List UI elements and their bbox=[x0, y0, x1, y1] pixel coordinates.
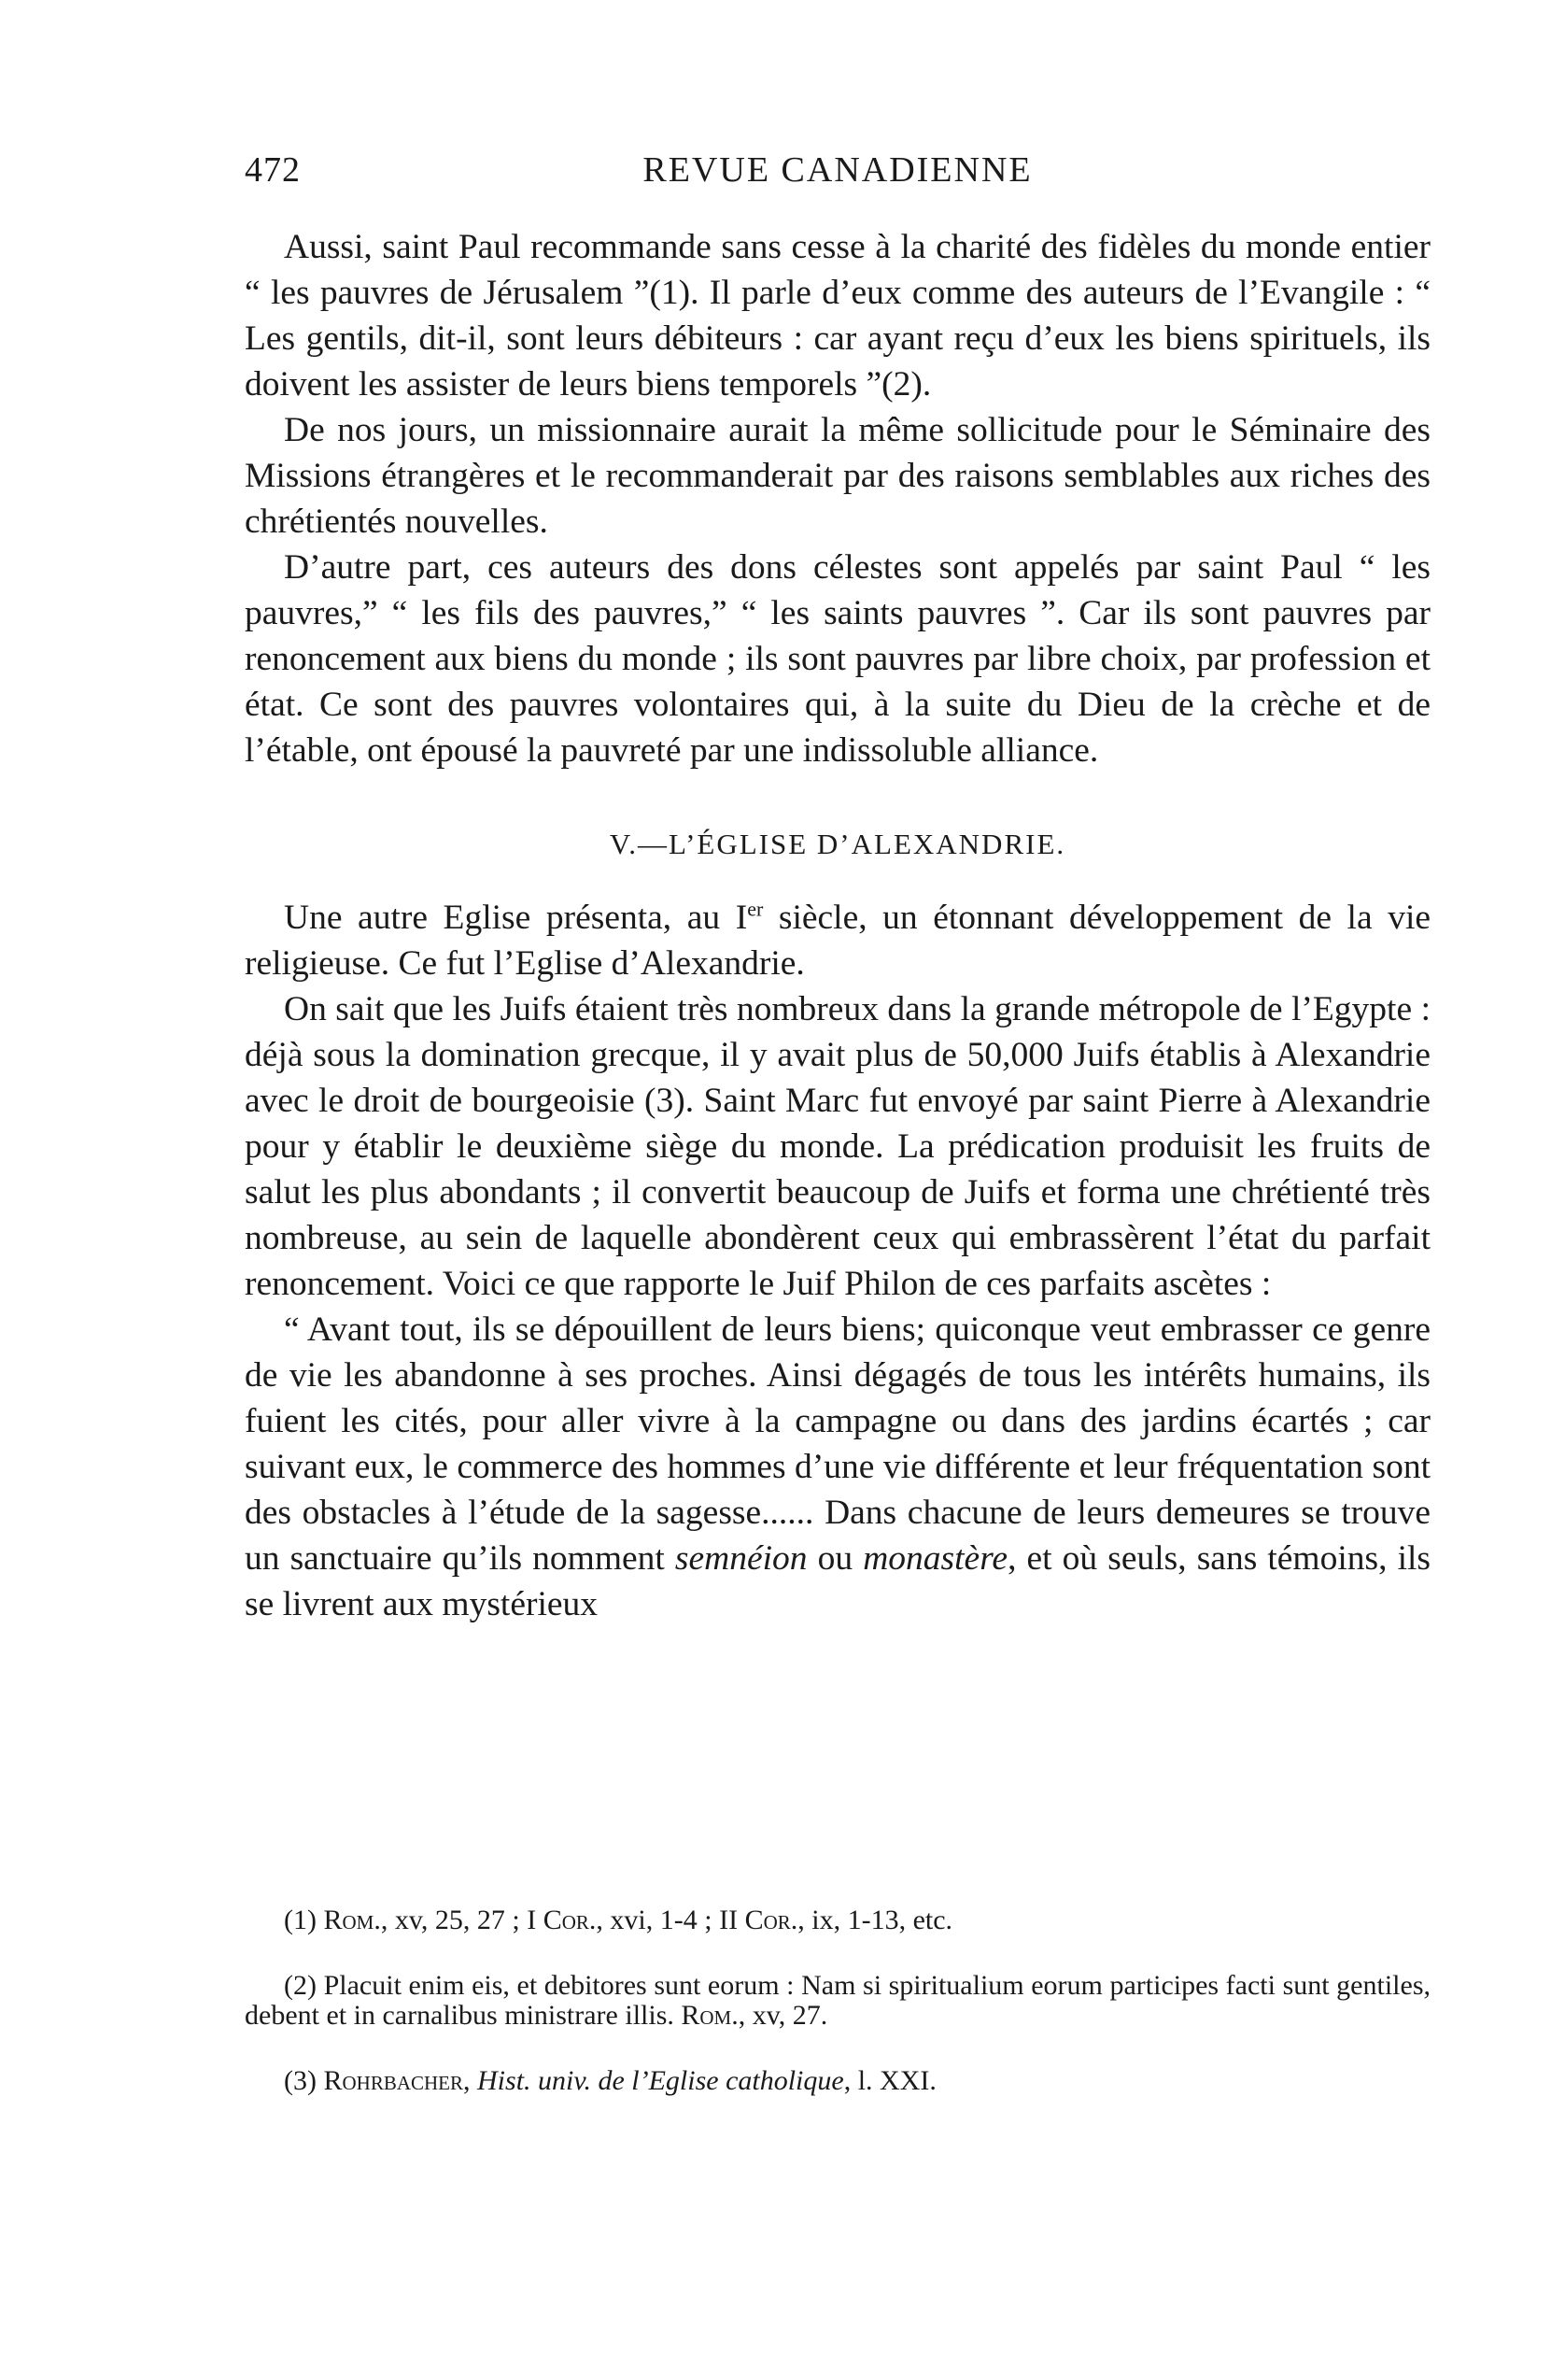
section-heading: V.—L’ÉGLISE D’ALEXANDRIE. bbox=[609, 828, 1066, 860]
footnote-2-text-b: , xv, 27. bbox=[738, 2000, 828, 2031]
footnote-1-ref-cor-2: Cor. bbox=[744, 1905, 798, 1935]
footnote-2-text-a: (2) Placuit enim eis, et debitores sunt eorum : Nam si spiritualium eorum participes facti sunt gentiles, debent et in carnalibus ministrare illis. bbox=[245, 1970, 1431, 2031]
paragraph-6-text-a: “ Avant tout, ils se dépouillent de leurs biens; quiconque veut embrasser ce genre de vie les abandonne à ses proches. Ainsi dégagés de tous les intérêts humains, ils fuient les cités, pour aller vivre à la campagne ou dans des jardins écartés ; car suivant eux, le commerce des hommes d’une vie différente et leur fréquentation sont des obstacles à l’étude de la sagesse...... Dans chacune de leurs demeures se trouve un sanctuaire qu’ils nomment bbox=[245, 1310, 1431, 1578]
footnote-1-text-d: , ix, 1-13, etc. bbox=[797, 1905, 953, 1935]
italic-term-monastere: monastère bbox=[863, 1539, 1008, 1578]
paragraph-4-text-a: Une autre Eglise présenta, au I bbox=[284, 899, 748, 937]
paragraph-6-text-b: , et où seuls, sans témoins, ils se livrent aux mystérieux bbox=[245, 1539, 1431, 1623]
footnote-1-text-b: , xv, 25, 27 ; I bbox=[380, 1905, 543, 1935]
footnote-3-sep: , bbox=[463, 2065, 478, 2096]
footnote-1 bbox=[245, 1905, 1431, 1935]
footnote-3 bbox=[245, 2066, 1431, 2096]
page-header bbox=[245, 149, 1431, 205]
footnote-1-ref-cor: Cor. bbox=[543, 1905, 597, 1935]
body-text bbox=[245, 224, 1431, 1627]
footnote-3-author: Rohrbacher bbox=[323, 2065, 464, 2096]
running-title: REVUE CANADIENNE bbox=[642, 150, 1033, 190]
footnote-1-ref-rom: Rom. bbox=[323, 1905, 381, 1935]
footnote-3-marker: (3) bbox=[284, 2065, 324, 2096]
italic-term-semneion: semnéion bbox=[674, 1539, 808, 1578]
footnote-3-title: Hist. univ. de l’Eglise catholique bbox=[477, 2065, 844, 2096]
footnote-1-marker: (1) bbox=[284, 1905, 324, 1935]
paragraph-4 bbox=[245, 895, 1431, 986]
footnote-2-ref-rom: Rom. bbox=[681, 2000, 739, 2031]
footnote-2 bbox=[245, 1971, 1431, 2031]
footnote-3-text-c: , l. XXI. bbox=[843, 2065, 937, 2096]
paragraph-4-text-b: siècle, un étonnant développement de la vie religieuse. Ce fut l’Eglise d’Alexandrie. bbox=[245, 899, 1431, 983]
footnote-1-text-c: , xvi, 1-4 ; II bbox=[596, 1905, 745, 1935]
paragraph-6 bbox=[245, 1307, 1431, 1627]
page-number: 472 bbox=[245, 150, 301, 190]
paragraph-5: On sait que les Juifs étaient très nombreux dans la grande métropole de l’Egypte : déjà sous la domination grecque, il y avait plus de 50,000 Juifs établis à Alexandrie avec le droit de bourgeoisie (3). Saint Marc fut envoyé par saint Pierre à Alexandrie pour y établir le deuxième siège du monde. La prédication produisit les fruits de salut les plus abondants ; il convertit beaucoup de Juifs et forma une chrétienté très nombreuse, au sein de laquelle abondèrent ceux qui embrassèrent l’état du parfait renoncement. Voici ce que rapporte le Juif Philon de ces parfaits ascètes : bbox=[245, 990, 1431, 1303]
superscript-er: er bbox=[747, 897, 764, 921]
footnotes bbox=[245, 1905, 1431, 2132]
paragraph-3: D’autre part, ces auteurs des dons célestes sont appelés par saint Paul “ les pauvres,” “ les fils des pauvres,” “ les saints pauvres ”. Car ils sont pauvres par renoncement aux biens du monde ; ils sont pauvres par libre choix, par profession et état. Ce sont des pauvres volontaires qui, à la suite du Dieu de la crèche et de l’étable, ont épousé la pauvreté par une indissoluble alliance. bbox=[245, 548, 1431, 770]
paragraph-1: Aussi, saint Paul recommande sans cesse à la charité des fidèles du monde entier “ les pauvres de Jérusalem ”(1). Il parle d’eux comme des auteurs de l’Evangile : “ Les gentils, dit-il, sont leurs débiteurs : car ayant reçu d’eux les biens spirituels, ils doivent les assister de leurs biens temporels ”(2). bbox=[245, 228, 1431, 404]
paragraph-2: De nos jours, un missionnaire aurait la même sollicitude pour le Séminaire des Missions étrangères et le recommanderait par des raisons semblables aux riches des chrétientés nouvelles. bbox=[245, 411, 1431, 541]
paragraph-6-text-mid: ou bbox=[807, 1539, 864, 1578]
